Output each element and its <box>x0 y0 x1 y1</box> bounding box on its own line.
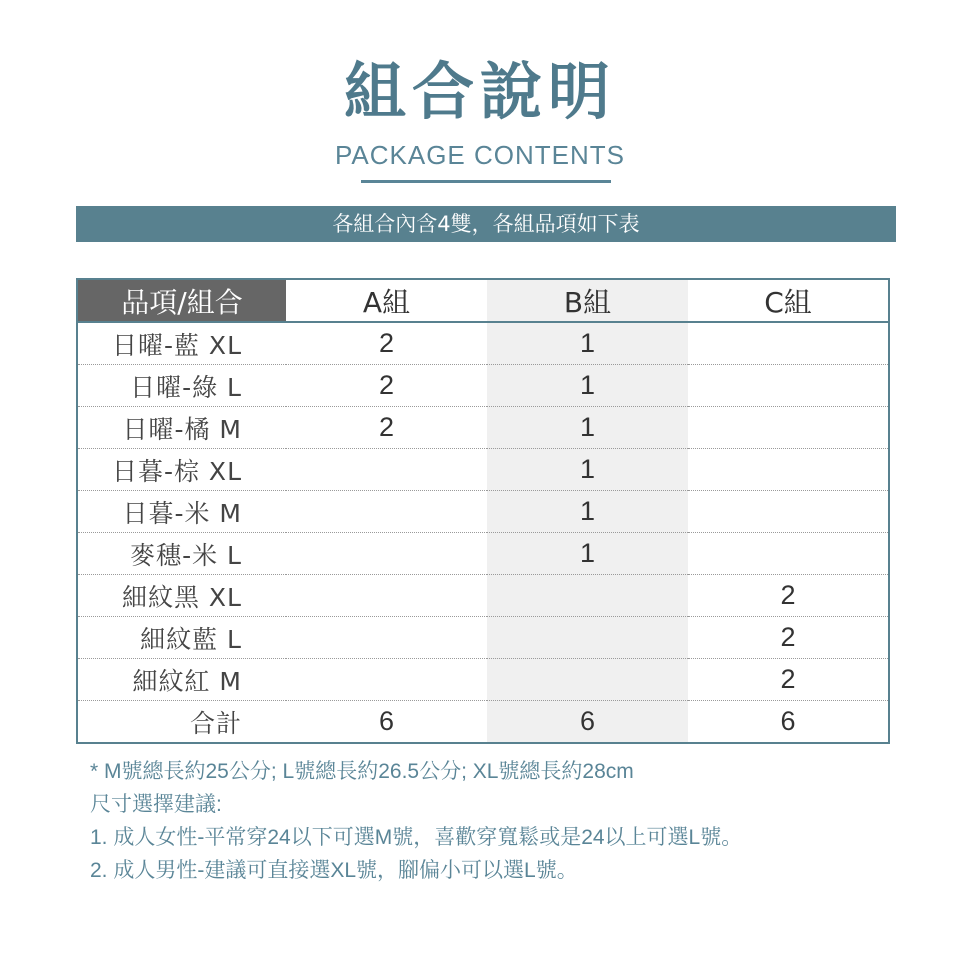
column-header-a: A組 <box>286 279 487 322</box>
total-c: 6 <box>780 706 796 736</box>
item-name: 日曜-綠 L <box>77 365 286 407</box>
item-name: 細紋藍 L <box>77 617 286 659</box>
qty-c: 2 <box>688 575 889 617</box>
info-banner: 各組合內含4雙，各組品項如下表 <box>76 206 896 242</box>
qty-c <box>688 449 889 491</box>
qty-b <box>487 575 688 617</box>
column-header-b: B組 <box>487 279 688 322</box>
item-name: 細紋紅 M <box>77 659 286 701</box>
qty-b: 1 <box>487 407 688 449</box>
page-title: 組合說明 <box>343 55 616 128</box>
table-row <box>77 322 889 365</box>
qty-c <box>688 407 889 449</box>
qty-b: 1 <box>487 322 688 365</box>
qty-b: 1 <box>487 365 688 407</box>
qty-b: 1 <box>487 449 688 491</box>
table-row <box>77 365 889 407</box>
qty-a: 2 <box>286 322 487 365</box>
item-name: 日曜-橘 M <box>77 407 286 449</box>
qty-a <box>286 617 487 659</box>
table-row <box>77 617 889 659</box>
table-row <box>77 491 889 533</box>
qty-b <box>487 617 688 659</box>
qty-c: 2 <box>688 659 889 701</box>
qty-b: 1 <box>487 533 688 575</box>
total-a: 6 <box>378 706 395 736</box>
table-row <box>77 575 889 617</box>
size-advice-women: 1. 成人女性-平常穿24以下可選M號，喜歡穿寬鬆或是24以上可選L號。 <box>90 826 743 849</box>
table-row <box>77 449 889 491</box>
qty-c <box>688 365 889 407</box>
qty-a: 2 <box>286 365 487 407</box>
table-row <box>77 533 889 575</box>
qty-a: 2 <box>286 407 487 449</box>
table-total-row <box>77 701 889 744</box>
qty-b: 1 <box>487 491 688 533</box>
size-advice-men: 2. 成人男性-建議可直接選XL號，腳偏小可以選L號。 <box>90 859 578 882</box>
qty-c <box>688 322 889 365</box>
column-header-c: C組 <box>688 279 889 322</box>
size-notes <box>90 755 910 887</box>
qty-a <box>286 491 487 533</box>
size-advice-heading: 尺寸選擇建議: <box>90 793 222 816</box>
total-label: 合計 <box>189 708 242 738</box>
table-corner-header: 品項/組合 <box>77 279 286 322</box>
item-name: 麥穗-米 L <box>77 533 286 575</box>
table-row <box>77 659 889 701</box>
qty-c: 2 <box>688 617 889 659</box>
page-subtitle: PACKAGE CONTENTS <box>334 140 625 170</box>
qty-c <box>688 533 889 575</box>
qty-b <box>487 659 688 701</box>
item-name: 細紋黑 XL <box>77 575 286 617</box>
qty-a <box>286 575 487 617</box>
qty-a <box>286 533 487 575</box>
table-row <box>77 407 889 449</box>
total-b: 6 <box>487 701 688 744</box>
title-divider <box>361 180 611 183</box>
qty-a <box>286 449 487 491</box>
package-table <box>76 278 890 744</box>
qty-a <box>286 659 487 701</box>
item-name: 日暮-米 M <box>77 491 286 533</box>
qty-c <box>688 491 889 533</box>
item-name: 日曜-藍 XL <box>77 322 286 365</box>
item-name: 日暮-棕 XL <box>77 449 286 491</box>
size-length-note: * M號總長約25公分; L號總長約26.5公分; XL號總長約28cm <box>90 760 634 783</box>
table-header-row <box>77 279 889 322</box>
